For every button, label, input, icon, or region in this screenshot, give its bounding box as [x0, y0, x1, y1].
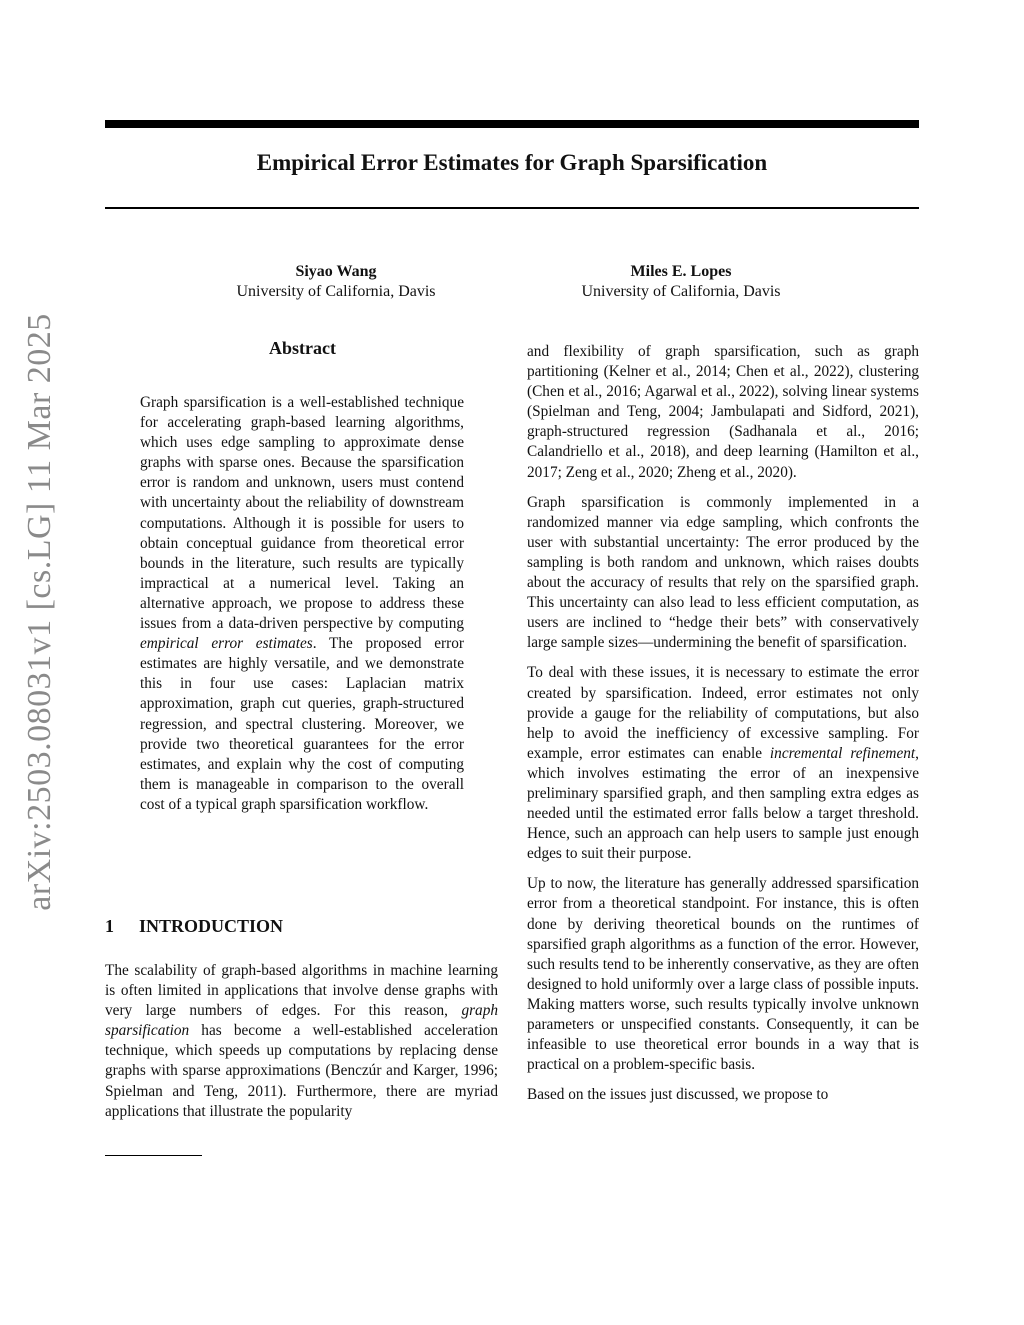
author-affiliation: University of California, Davis	[236, 283, 436, 300]
section-number: 1	[105, 916, 114, 936]
paragraph: Based on the issues just discussed, we propose to	[527, 1086, 829, 1104]
right-column	[527, 342, 919, 1115]
abstract-text: Graph sparsification is a well-established technique for accelerating graph-based learning algorithms, which uses edge sampling to approximate dense graphs with sparse ones. Because the sparsification error is random and unknown, users must contend with uncertainty about the reliability of downstream computations. Although it is possible for users to obtain conceptual guidance from theoretical error bounds in the literature, such results are typically impractical at a numerical level. Taking an alternative approach, we propose to address these issues from a data-driven perspective by computing	[140, 394, 464, 633]
paragraph: Up to now, the literature has generally addressed sparsification error from a theoretical standpoint. For instance, this is often done by deriving theoretical bounds on the runtimes of sparsified graph algorithms as a function of the error. However, such results tend to be inherently conservative, as they are often designed to hold uniformly over a large class of possible inputs. Making matters worse, such results typically involve unknown parameters or unspecified constants. Consequently, it can be infeasible to use theoretical error bounds in a way that is practical on a problem-specific basis.	[527, 875, 919, 1074]
footnote-rule	[105, 1155, 202, 1156]
paragraph: Graph sparsification is commonly implemented in a randomized manner via edge sampling, which confronts the user with substantial uncertainty: The error produced by the sampling is both random and unknown, which raises doubts about the accuracy of results that rely on the sparsified graph. This uncertainty can also lead to less efficient computation, as users are inclined to “hedge their bets” with conservatively large sample sizes—undermining the benefit of sparsification.	[527, 493, 919, 652]
section-heading-introduction	[105, 916, 500, 937]
paragraph-text: The scalability of graph-based algorithms in machine learning is often limited in applications that involve dense graphs with very large numbers of edges. For this reason,	[105, 962, 498, 1020]
abstract-emphasis: empirical error estimates	[140, 635, 313, 653]
author-block	[166, 262, 506, 302]
abstract-text: . The proposed error estimates are highly versatile, and we demonstrate this in four use cases: Laplacian matrix approximation, graph cut queries, graph-structured regression, and spectral clustering. Moreover, we provide two theoretical guarantees for the error estimates, and explain why the cost of computing them is manageable in comparison to the overall cost of a typical graph sparsification workflow.	[140, 635, 464, 813]
paragraph-emphasis: graph sparsification	[105, 1002, 498, 1040]
abstract-body	[140, 393, 464, 815]
paragraph-text: , which involves estimating the error of an inexpensive preliminary sparsified graph, and then sampling extra edges as needed until the estimated error falls below a target threshold. Hence, such an approach can help users to sample just enough edges to suit their purpose.	[527, 744, 919, 863]
abstract-heading: Abstract	[269, 338, 336, 358]
author-name: Miles E. Lopes	[630, 263, 732, 280]
paragraph-emphasis: incremental refinement	[769, 744, 916, 762]
paragraph: and flexibility of graph sparsification, such as graph partitioning (Kelner et al., 2014; Chen et al., 2022), clustering (Chen et al., 2016; Agarwal et al., 2022), solving linear systems (Spielman and Teng, 2004; Jambulapati and Sidford, 2021), graph-structured regression (Sadhanala et al., 2016; Calandriello et al., 2018), and deep learning (Hamilton et al., 2017; Zeng et al., 2020; Zheng et al., 2020).	[527, 343, 919, 481]
author-block	[511, 262, 851, 302]
author-name: Siyao Wang	[295, 263, 377, 280]
intro-paragraph	[105, 961, 498, 1122]
author-affiliation: University of California, Davis	[581, 283, 781, 300]
paragraph-text: has become a well-established acceleration technique, which speeds up computations by replacing dense graphs with sparse approximations (Benczúr and Karger, 1996; Spielman and Teng, 2011). Furthermore, there are myriad applications that illustrate the popularity	[105, 1022, 498, 1120]
arxiv-identifier: arXiv:2503.08031v1 [cs.LG] 11 Mar 2025	[21, 313, 58, 911]
paragraph	[527, 663, 919, 864]
title-bottom-rule	[105, 207, 919, 209]
section-title: INTRODUCTION	[139, 916, 284, 936]
paragraph-text: To deal with these issues, it is necessary to estimate the error created by sparsification. Indeed, error estimates not only provide a gauge for the reliability of computations, but also help to avoid the inefficiency of excessive sampling. For example, error estimates can enable	[527, 664, 919, 762]
title-top-rule	[105, 120, 919, 128]
paper-title: Empirical Error Estimates for Graph Sparsification	[256, 150, 768, 175]
